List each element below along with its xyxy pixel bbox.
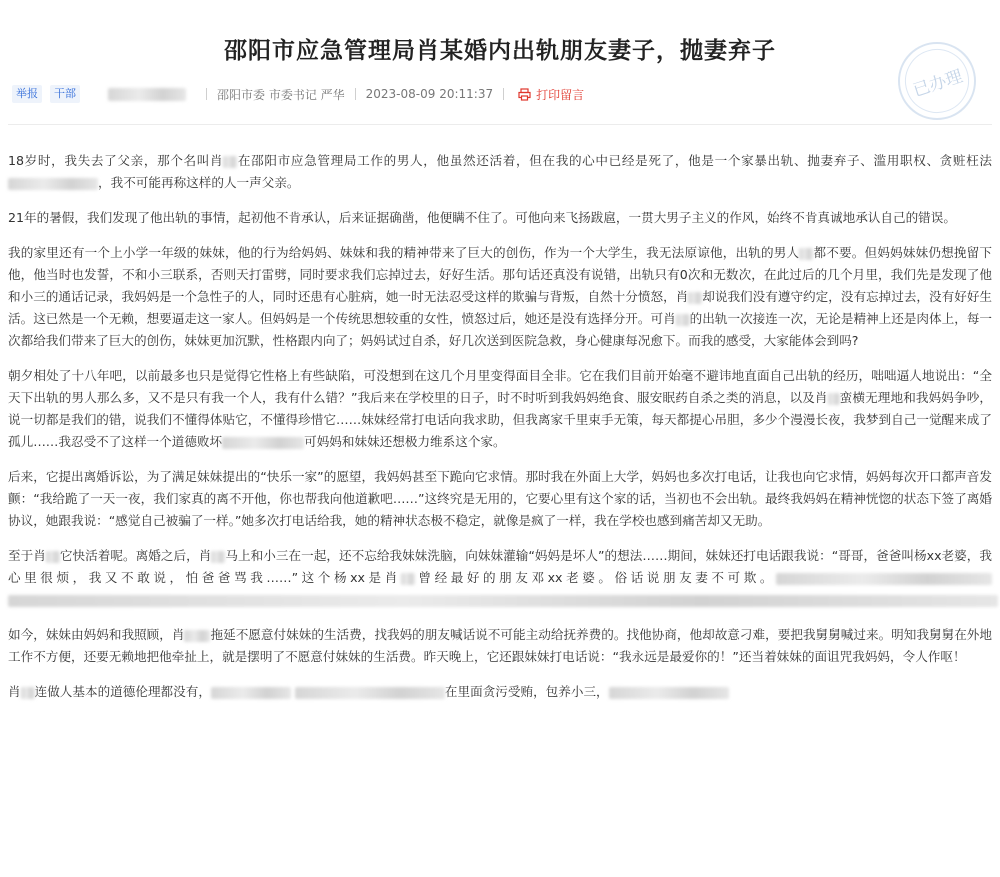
stamp-label: 已办理 [897, 41, 978, 122]
redacted-text [799, 248, 813, 260]
redacted-text [828, 393, 840, 405]
paragraph-7: 如今，妹妹由妈妈和我照顾，肖 拖延不愿意付妹妹的生活费，找我妈的朋友喊话说不可能主动给抚养费的。找他协商，他却故意刁难，要把我舅舅喊过来。明知我舅舅在外地工作不方便，还要无赖地把他牵扯上，就是摆明了不愿意付妹妹的生活费。昨天晚上，它还跟妹妹打电话说：“我永远是最爱你的！”还当着妹妹的面诅咒我妈妈，令人作呕！ [8, 627, 993, 664]
redacted-text [211, 687, 291, 699]
paragraph-5: 后来，它提出离婚诉讼，为了满足妹妹提出的“快乐一家”的愿望，我妈妈甚至下跪向它求情。那时我在外面上大学，妈妈也多次打电话，让我也向它求情，妈妈每次开口都声音发颤：“我给跪了一天一夜，我们家真的离不开他，你也帮我向他道歉吧……”这终究是无用的，它要心里有这个家的话，当初也不会出轨。最终我妈妈在精神恍惚的状态下签了离婚协议，她跟我说：“感觉自己被骗了一样。”她多次打电话给我，她的精神状态极不稳定，就像是疯了一样，我在学校也感到痛苦却又无助。 [8, 469, 992, 528]
redacted-username [108, 88, 186, 101]
paragraph-3: 我的家里还有一个上小学一年级的妹妹，他的行为给妈妈、妹妹和我的精神带来了巨大的创伤，作为一个大学生，我无法原谅他，出轨的男人 都不要。但妈妈妹妹仍想挽留下他，他当时也发誓，不和小三联系，否则天打雷劈，同时要求我们忘掉过去，好好生活。那句话还真没有说错，出轨只有0次和无数次，在此过后的几个月里，我们先是发现了他和小三的通话记录，我妈妈是一个急性子的人，同时还患有心脏病，她一时无法忍受这样的欺骗与背叛，自然十分愤怒，肖 却说我们没有遵守约定，没有忘掉过去，没有好好生活。这已然是一个无赖，想要逼走这一家人。但妈妈是一个传统思想较重的女性，愤怒过后，她还是没有选择分开。可肖 的出轨一次接连一次，无论是精神上还是肉体上，每一次都给我们带来了巨大的创伤，妹妹更加沉默，性格跟内向了；妈妈试过自杀，好几次送到医院急救，身心健康每况愈下。而我的感受，大家能体会到吗? [8, 245, 993, 348]
redacted-text [688, 292, 702, 304]
redacted-text [223, 156, 237, 168]
redacted-text [8, 178, 98, 190]
print-label: 打印留言 [536, 87, 585, 102]
redacted-text [211, 551, 225, 563]
tag-report[interactable]: 举报 [12, 85, 42, 103]
redacted-text [676, 314, 690, 326]
post-timestamp: 2023-08-09 20:11:37 [365, 87, 494, 101]
printer-icon [518, 88, 531, 101]
redacted-text [46, 551, 60, 563]
meta-bar [12, 84, 584, 104]
header-divider [8, 124, 992, 125]
redacted-text [401, 573, 415, 585]
article-body [8, 150, 992, 716]
divider [206, 88, 207, 100]
paragraph-4: 朝夕相处了十八年吧，以前最多也只是觉得它性格上有些缺陷，可没想到在这几个月里变得面目全非。它在我们目前开始毫不避讳地直面自己出轨的经历，咄咄逼人地说出：“全天下出轨的男人那么多，又不是只有我一个人，我有什么错？”我后来在学校里的日子，时不时听到我妈妈绝食、服安眠药自杀之类的消息，以及肖 蛮横无理地和我妈妈争吵，说一切都是我们的错，说我们不懂得体贴它，不懂得珍惜它……妹妹经常打电话向我求助，但我离家千里束手无策，每天都提心吊胆，多少个漫漫长夜，我梦到自己一觉醒来成了孤儿……我忍受不了这样一个道德败坏 可妈妈和妹妹还想极力维系这个家。 [8, 368, 993, 449]
redacted-text [21, 687, 35, 699]
redacted-text [776, 573, 992, 585]
target-department[interactable]: 邵阳市委 市委书记 严华 [217, 87, 345, 102]
redacted-text [222, 437, 304, 449]
redacted-text [8, 595, 998, 607]
divider [503, 88, 504, 100]
paragraph-2: 21年的暑假，我们发现了他出轨的事情，起初他不肯承认，后来证据确凿，他便瞒不住了。可他向来飞扬跋扈，一贯大男子主义的作风，始终不肯真诚地承认自己的错误。 [8, 210, 956, 225]
paragraph-6: 至于肖 它快活着呢。离婚之后，肖 马上和小三在一起，还不忘给我妹妹洗脑，向妹妹灌输“妈妈是坏人”的想法……期间，妹妹还打电话跟我说：“哥哥，爸爸叫杨xx老婆，我心里很烦，我又不敢说，怕爸爸骂我……”这个杨xx是肖 曾经最好的朋友邓xx老婆。俗话说朋友妻不可欺。 [8, 545, 992, 611]
redacted-text [295, 687, 445, 699]
paragraph-1: 18岁时，我失去了父亲，那个名叫肖 在邵阳市应急管理局工作的男人，他虽然还活着，但在我的心中已经是死了，他是一个家暴出轨、抛妻弃子、滥用职权、贪赃枉法，我不可能再称这样的人一声父亲。 [8, 153, 992, 190]
page-title: 邵阳市应急管理局肖某婚内出轨朋友妻子，抛妻弃子 [224, 37, 776, 64]
status-stamp [898, 42, 976, 120]
print-button[interactable] [518, 86, 584, 103]
paragraph-8: 肖 连做人基本的道德伦理都没有， 在里面贪污受贿，包养小三， [8, 681, 992, 703]
tag-cadre[interactable]: 干部 [50, 85, 80, 103]
divider [355, 88, 356, 100]
redacted-text [184, 630, 210, 642]
redacted-text [609, 687, 729, 699]
